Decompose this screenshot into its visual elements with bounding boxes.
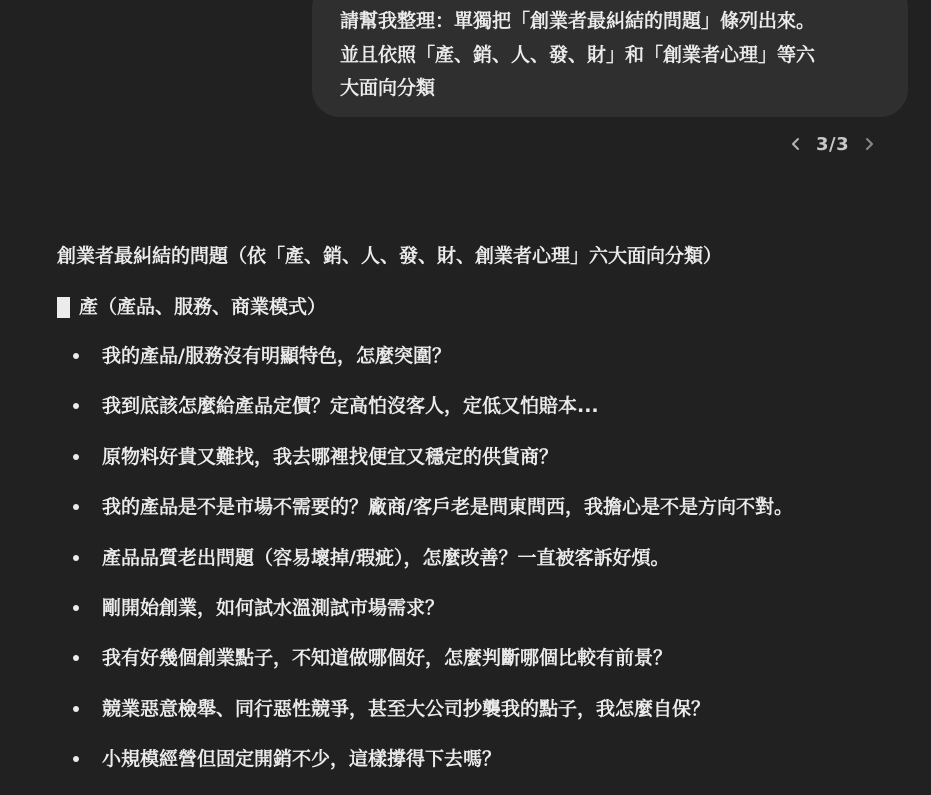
bullet-icon (73, 454, 79, 460)
section-title (57, 287, 917, 327)
list-item (57, 538, 917, 588)
list-item-text: 剛開始創業，如何試水溫測試市場需求？ (102, 596, 445, 619)
list-item (57, 386, 917, 436)
list-item-text: 競業惡意檢舉、同行惡性競爭，甚至大公司抄襲我的點子，我怎麼自保？ (102, 697, 711, 720)
block-marker-icon (57, 297, 70, 318)
question-list (57, 336, 917, 790)
list-item-text: 我有好幾個創業點子，不知道做哪個好，怎麼判斷哪個比較有前景？ (102, 647, 673, 670)
assistant-response (57, 236, 917, 790)
list-item (57, 487, 917, 537)
list-item-text: 我到底該怎麼給產品定價？定高怕沒客人，定低又怕賠本... (102, 395, 599, 418)
user-message-line: 並且依照「產、銷、人、發、財」和「創業者心理」等六 (340, 43, 816, 66)
response-heading: 創業者最糾結的問題（依「產、銷、人、發、財、創業者心理」六大面向分類） (57, 245, 723, 267)
list-item (57, 739, 917, 789)
bullet-icon (73, 504, 79, 510)
chevron-left-icon (788, 136, 804, 152)
list-item-text: 原物料好貴又難找，我去哪裡找便宜又穩定的供貨商？ (102, 445, 559, 468)
list-item (57, 437, 917, 487)
bullet-icon (73, 655, 79, 661)
user-message-bubble (312, 0, 908, 117)
bullet-icon (73, 403, 79, 409)
bullet-icon (73, 756, 79, 762)
next-version-button[interactable] (855, 130, 883, 158)
list-item-text: 小規模經營但固定開銷不少，這樣撐得下去嗎？ (102, 748, 502, 771)
list-item (57, 336, 917, 386)
previous-version-button[interactable] (782, 130, 810, 158)
bullet-icon (73, 353, 79, 359)
list-item (57, 588, 917, 638)
list-item-text: 我的產品是不是市場不需要的？廠商/客戶老是問東問西，我擔心是不是方向不對。 (102, 496, 793, 519)
bullet-icon (73, 706, 79, 712)
version-counter: 3/3 (816, 133, 850, 155)
chevron-right-icon (861, 136, 877, 152)
user-message-line: 大面向分類 (340, 77, 436, 99)
list-item-text: 我的產品/服務沒有明顯特色，怎麼突圍？ (102, 345, 451, 367)
bullet-icon (73, 555, 79, 561)
list-item (57, 689, 917, 739)
list-item (57, 638, 917, 688)
bullet-icon (73, 605, 79, 611)
section-title-text: 產（產品、服務、商業模式） (79, 296, 327, 318)
list-item-text: 產品品質老出問題（容易壞掉/瑕疵），怎麼改善？一直被客訴好煩。 (102, 546, 670, 569)
user-message-line: 請幫我整理：單獨把「創業者最糾結的問題」條列出來。 (340, 10, 816, 32)
response-version-pager (782, 130, 892, 158)
